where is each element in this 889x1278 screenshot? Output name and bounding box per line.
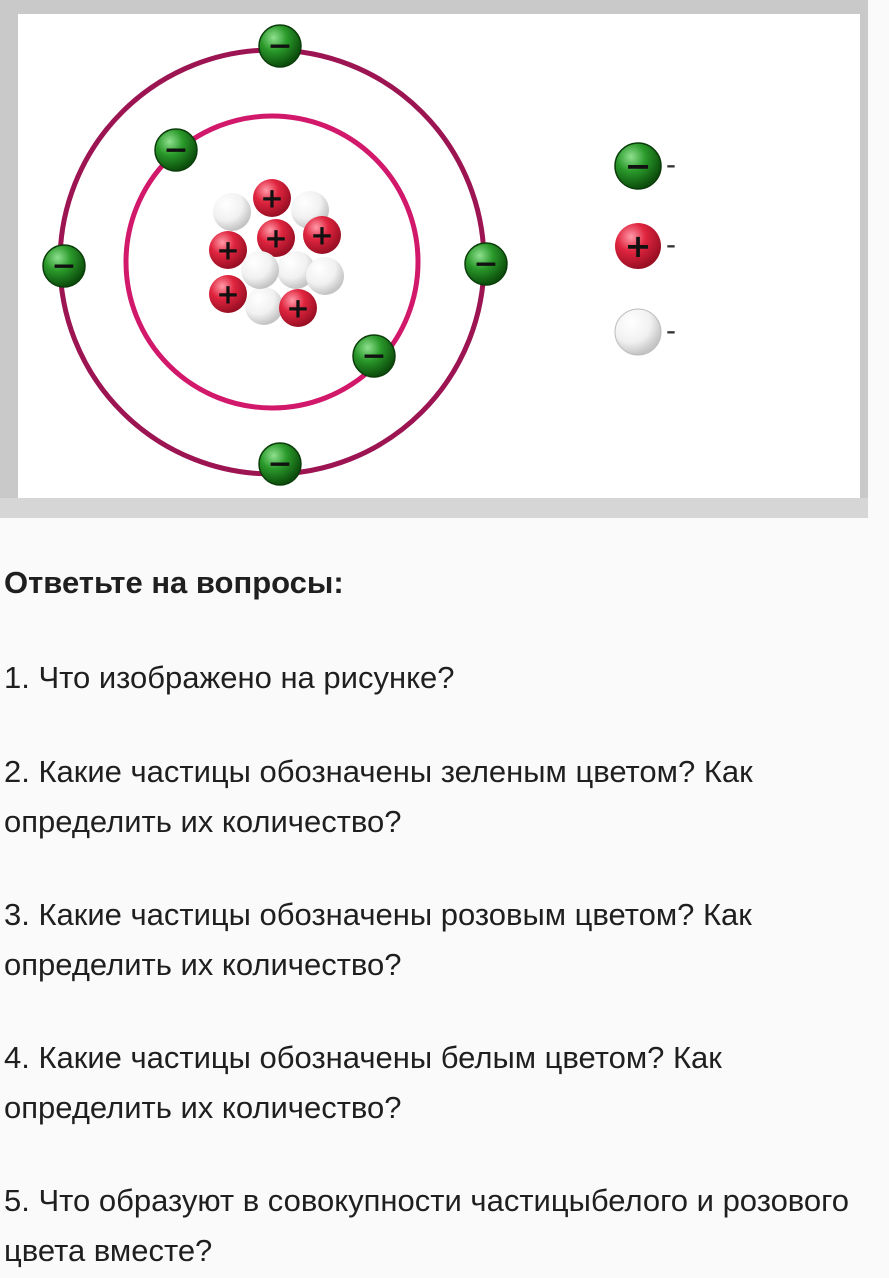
legend xyxy=(615,143,676,355)
svg-text:−: − xyxy=(361,338,387,374)
legend-electron xyxy=(615,143,676,189)
svg-text:+: + xyxy=(624,227,652,265)
neutron xyxy=(245,287,283,325)
svg-text:+: + xyxy=(286,291,310,325)
question-4: 4. Какие частицы обозначены белым цветом? Как определить их количество? xyxy=(4,1040,722,1125)
neutron xyxy=(241,251,279,289)
neutron xyxy=(306,257,344,295)
legend-proton xyxy=(615,223,676,269)
svg-text:+: + xyxy=(216,277,240,311)
svg-text:+: + xyxy=(310,218,334,252)
svg-text:-: - xyxy=(666,314,676,347)
svg-text:−: − xyxy=(51,248,77,284)
electron xyxy=(43,245,85,287)
proton xyxy=(303,216,341,254)
svg-text:+: + xyxy=(260,181,284,215)
atom-figure xyxy=(0,0,868,518)
atom-diagram xyxy=(0,0,868,518)
proton xyxy=(279,289,317,327)
neutron xyxy=(213,193,251,231)
question-1: 1. Что изображено на рисунке? xyxy=(4,660,455,695)
electron xyxy=(465,243,507,285)
electron xyxy=(155,129,197,171)
electron xyxy=(259,443,301,485)
svg-text:−: − xyxy=(267,28,293,64)
svg-text:−: − xyxy=(624,147,652,185)
proton xyxy=(209,275,247,313)
question-2: 2. Какие частицы обозначены зеленым цветом? Как определить их количество? xyxy=(4,754,753,839)
svg-text:+: + xyxy=(216,233,240,267)
question-5: 5. Что образуют в совокупности частицыбелого и розового цвета вместе? xyxy=(4,1183,850,1268)
proton xyxy=(209,231,247,269)
svg-text:+: + xyxy=(264,221,288,255)
svg-text:-: - xyxy=(666,148,676,181)
svg-text:−: − xyxy=(163,132,189,168)
svg-text:-: - xyxy=(666,228,676,261)
nucleus xyxy=(209,179,344,327)
questions-heading: Ответьте на вопросы: xyxy=(4,565,344,600)
question-3: 3. Какие частицы обозначены розовым цветом? Как определить их количество? xyxy=(4,897,752,982)
svg-text:−: − xyxy=(473,246,499,282)
legend-neutron xyxy=(615,309,676,355)
svg-text:−: − xyxy=(267,446,293,482)
electron xyxy=(259,25,301,67)
proton xyxy=(253,179,291,217)
electron xyxy=(353,335,395,377)
